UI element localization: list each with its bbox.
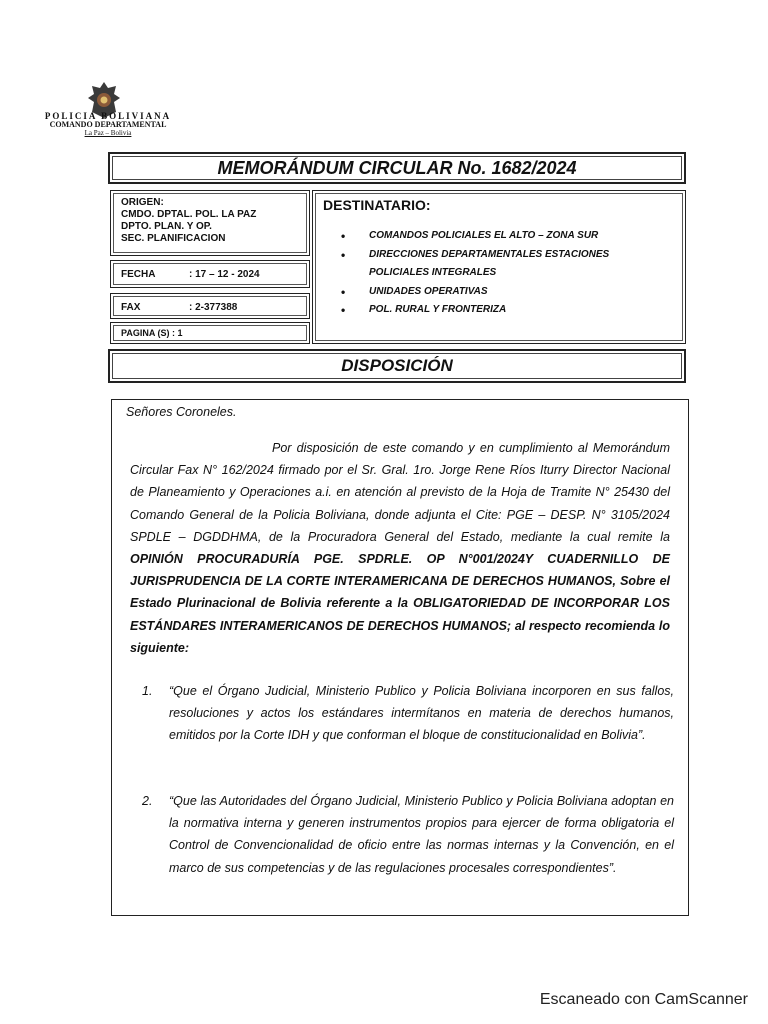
destinatario-list <box>341 227 659 320</box>
item-number: 1. <box>142 684 153 698</box>
destinatario-item: • UNIDADES OPERATIVAS <box>341 283 659 302</box>
fecha-value: : 17 – 12 - 2024 <box>189 269 260 280</box>
origen-label: ORIGEN: <box>121 197 164 208</box>
destinatario-item: • DIRECCIONES DEPARTAMENTALES ESTACIONES POLICIALES INTEGRALES <box>341 246 659 283</box>
memo-body <box>111 399 689 916</box>
destinatario-item: • POL. RURAL Y FRONTERIZA <box>341 301 659 320</box>
paragraph-bold-text: OPINIÓN PROCURADURÍA PGE. SPDRLE. OP N°001/2024Y CUADERNILLO DE JURISPRUDENCIA DE LA CORTE INTERAMERICANA DE DERECHOS HUMANOS, Sobre el Estado Plurinacional de Bolivia referente a la OBLIGATORIEDAD DE INCORPORAR LOS ESTÁNDARES INTERAMERICANOS DE DERECHOS HUMANOS; al respecto recomienda lo siguiente: <box>130 552 670 655</box>
scanner-watermark: Escaneado con CamScanner <box>539 991 748 1008</box>
origen-line: SEC. PLANIFICACION <box>121 233 226 244</box>
location: La Paz – Bolivia <box>84 128 132 137</box>
item-text: “Que el Órgano Judicial, Ministerio Publico y Policia Boliviana incorporen en sus fallos, resoluciones y actos los estándares intermítanos en materia de derechos humanos, emitidos por la Corte IDH y que conforman el bloque de constitucionalidad en Bolivia”. <box>169 684 674 743</box>
salutation: Señores Coroneles. <box>126 405 237 419</box>
origen-line: CMDO. DPTAL. POL. LA PAZ <box>121 209 257 220</box>
pagina-text: PAGINA (S) : 1 <box>121 328 183 338</box>
fecha-box <box>110 260 310 288</box>
memo-title: MEMORÁNDUM CIRCULAR No. 1682/2024 <box>217 157 577 178</box>
disposicion-heading: DISPOSICIÓN <box>341 356 453 375</box>
origen-line: DPTO. PLAN. Y OP. <box>121 221 212 232</box>
disposicion-box <box>108 349 686 383</box>
pagina-box <box>110 322 310 344</box>
paragraph-text: Por disposición de este comando y en cumplimiento al Memorándum Circular Fax N° 162/2024 firmado por el Sr. Gral. 1ro. Jorge Rene Ríos Iturry Director Nacional de Planeamiento y Operaciones a.i. en atención al previsto de la Hoja de Tramite N° 25430 del Comando General de la Policia Boliviana, donde adjunta el Cite: PGE – DESP. N° 3105/2024 SPDLE – DGDDHMA, de la Procuradora General del Estado, mediante la cual remite la <box>130 441 670 544</box>
institution-header <box>38 112 178 137</box>
destinatario-box <box>312 190 686 344</box>
recommendation-item <box>142 790 674 879</box>
main-paragraph <box>130 437 670 659</box>
item-number: 2. <box>142 794 153 808</box>
department-name: COMANDO DEPARTAMENTAL <box>49 120 167 130</box>
fecha-label: FECHA <box>121 269 156 280</box>
origen-box <box>110 190 310 256</box>
item-text: “Que las Autoridades del Órgano Judicial, Ministerio Publico y Policia Boliviana adoptan en la normativa interna y generen instrumentos propios para ejercer de forma obligatoria el Control de Convencionalidad de oficio entre las normas internas y la Convención, en el marco de sus competencias y de las regulaciones procesales correspondientes”. <box>169 794 674 875</box>
destinatario-item: • COMANDOS POLICIALES EL ALTO – ZONA SUR <box>341 227 659 246</box>
fax-label: FAX <box>121 302 141 313</box>
fax-box <box>110 293 310 319</box>
destinatario-label: DESTINATARIO: <box>323 197 431 213</box>
institution-name: POLICIA BOLIVIANA <box>44 111 172 121</box>
fax-value: : 2-377388 <box>189 302 238 313</box>
memo-title-box <box>108 152 686 184</box>
recommendation-item <box>142 680 674 747</box>
